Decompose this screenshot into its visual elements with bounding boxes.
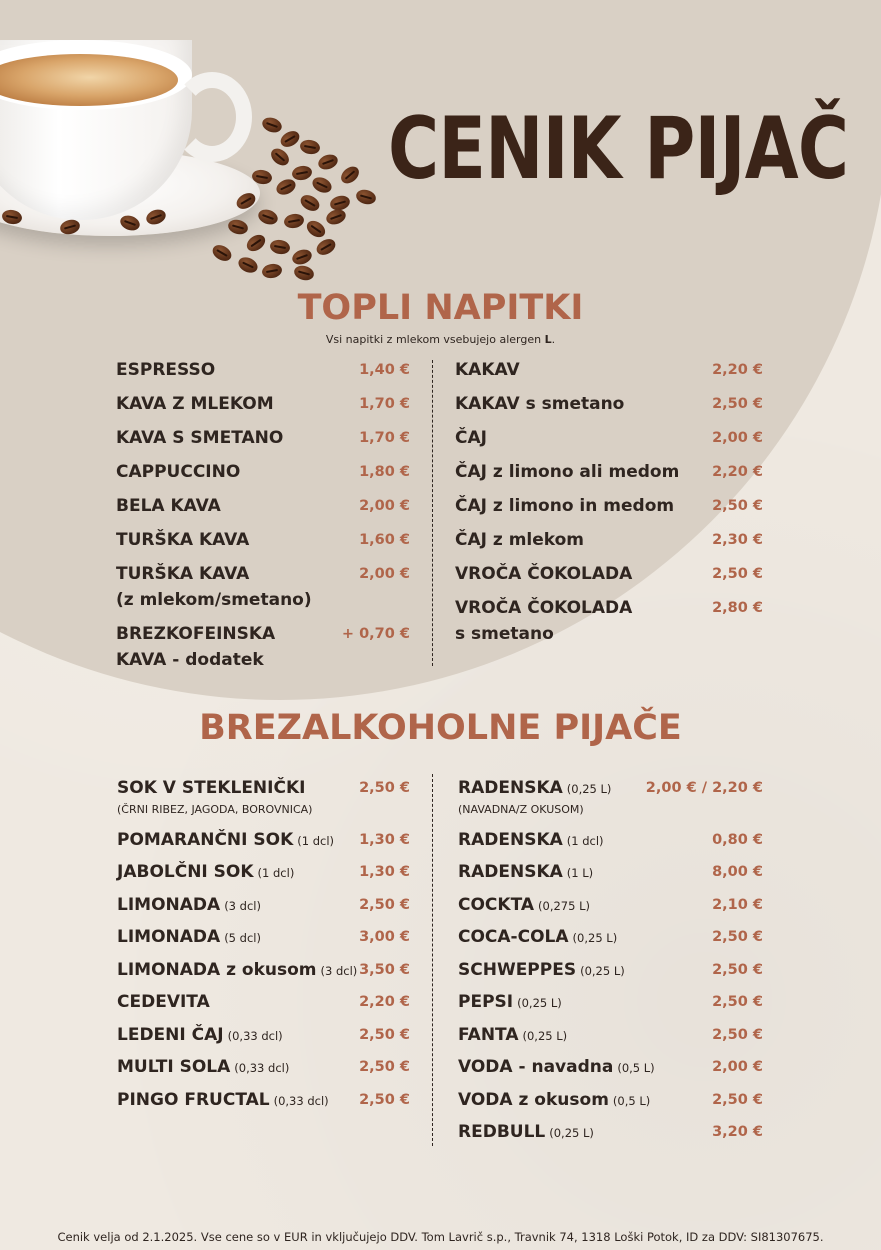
soft-drinks-title: BREZALKOHOLNE PIJAČE (199, 708, 682, 748)
soft-item-size: (0,33 dcl) (273, 1094, 329, 1108)
soft-item-name (117, 957, 357, 984)
cup-handle (172, 72, 252, 162)
hot-item-price: 2,50 € (712, 498, 763, 514)
hot-drinks-title: TOPLI NAPITKI (297, 288, 584, 328)
soft-item-label: RADENSKA (458, 830, 563, 850)
soft-item-name (117, 775, 305, 801)
coffee-bean (291, 164, 313, 181)
soft-item-label: SCHWEPPES (458, 960, 577, 980)
hot-item-price: 2,80 € (712, 600, 763, 616)
soft-item-price: 2,50 € (359, 897, 410, 913)
soft-item-price: 2,10 € (712, 897, 763, 913)
soft-item-size: (0,275 L) (538, 899, 590, 913)
hot-item-name-line2: s smetano (455, 624, 554, 644)
soft-item-name (458, 892, 590, 919)
hot-item-name: KAVA S SMETANO (116, 428, 284, 448)
hot-item-price: 2,50 € (712, 396, 763, 412)
allergen-code: L (544, 333, 552, 346)
soft-item-name (458, 827, 604, 854)
hot-item-price: 2,00 € (359, 498, 410, 514)
soft-item-name (117, 1054, 289, 1081)
soft-item-price: 2,50 € (712, 929, 763, 945)
hot-item-price: 2,30 € (712, 532, 763, 548)
soft-item-label: RADENSKA (458, 862, 563, 882)
hot-item-name: ČAJ z limono in medom (455, 496, 675, 516)
soft-item-price: 8,00 € (712, 864, 763, 880)
hot-item-price: 2,50 € (712, 566, 763, 582)
soft-item-size: (1 dcl) (257, 866, 295, 880)
page-title: CENIK PIJAČ (388, 99, 849, 199)
coffee-bean (338, 163, 362, 187)
hot-item-name: TURŠKA KAVA (116, 564, 250, 584)
soft-item-name (458, 775, 611, 802)
hot-item-name: ESPRESSO (116, 360, 216, 380)
soft-item-price: 2,00 € (712, 1059, 763, 1075)
soft-item-name (458, 859, 593, 886)
soft-item-note: (NAVADNA/Z OKUSOM) (458, 803, 584, 816)
hot-item-name: BREZKOFEINSKA (116, 624, 276, 644)
soft-item-name (458, 924, 617, 951)
soft-item-label: PEPSI (458, 992, 514, 1012)
hot-item-name: BELA KAVA (116, 496, 221, 516)
hot-item-name: KAVA Z MLEKOM (116, 394, 274, 414)
soft-item-size: (0,25 L) (522, 1029, 568, 1043)
hot-item-price: 2,20 € (712, 362, 763, 378)
hot-item-price: 1,40 € (359, 362, 410, 378)
soft-item-size: (0,25 L) (517, 996, 562, 1010)
hot-item-price: 1,70 € (359, 430, 410, 446)
coffee-bean (256, 207, 280, 227)
soft-item-size: (0,25 L) (580, 964, 625, 978)
coffee-bean (269, 238, 291, 255)
hot-column-divider (432, 360, 433, 666)
coffee-bean (274, 176, 298, 197)
soft-item-name (458, 1087, 650, 1114)
soft-item-name (458, 1022, 567, 1049)
soft-item-name (458, 957, 625, 984)
hot-item-price: 1,80 € (359, 464, 410, 480)
hot-item-price: 2,00 € (359, 566, 410, 582)
coffee-bean (316, 152, 340, 172)
soft-item-name (117, 989, 210, 1015)
soft-item-price: 2,50 € (359, 780, 410, 796)
coffee-bean (210, 242, 234, 264)
soft-item-name (117, 827, 334, 854)
coffee-bean (283, 212, 305, 229)
soft-item-price: 2,20 € (359, 994, 410, 1010)
coffee-bean (314, 236, 338, 258)
soft-column-divider (432, 774, 433, 1146)
coffee-bean (299, 138, 321, 155)
soft-item-label: JABOLČNI SOK (117, 862, 254, 882)
soft-item-price: 3,20 € (712, 1124, 763, 1140)
soft-item-size: (0,33 dcl) (227, 1029, 283, 1043)
soft-item-size: (3 dcl) (224, 899, 261, 913)
hot-item-name: ČAJ (455, 428, 487, 448)
hot-item-name: CAPPUCCINO (116, 462, 241, 482)
hot-item-price: 2,00 € (712, 430, 763, 446)
hot-item-name: KAKAV (455, 360, 520, 380)
hot-item-name: TURŠKA KAVA (116, 530, 250, 550)
coffee-bean (290, 247, 314, 267)
soft-item-name (458, 1119, 594, 1146)
coffee-bean (304, 218, 328, 241)
coffee-bean (293, 264, 316, 283)
coffee-bean (260, 115, 284, 135)
hot-item-price: + 0,70 € (341, 626, 410, 642)
hot-item-price: 1,70 € (359, 396, 410, 412)
hot-item-name: VROČA ČOKOLADA (455, 564, 633, 584)
soft-item-price: 0,80 € (712, 832, 763, 848)
hot-item-name: ČAJ z limono ali medom (455, 462, 680, 482)
hot-item-price: 1,60 € (359, 532, 410, 548)
allergen-note (0, 333, 881, 346)
soft-item-price: 2,50 € (359, 1059, 410, 1075)
soft-item-size: (0,5 L) (612, 1094, 651, 1108)
soft-item-label: LIMONADA (117, 927, 221, 947)
soft-item-price: 2,00 € / 2,20 € (645, 780, 763, 796)
soft-item-price: 2,50 € (712, 994, 763, 1010)
soft-item-size: (5 dcl) (224, 931, 261, 945)
coffee-cup-illustration (0, 0, 390, 290)
hot-item-name: VROČA ČOKOLADA (455, 598, 633, 618)
hot-item-name-line2: (z mlekom/smetano) (116, 590, 312, 610)
soft-item-label: CEDEVITA (117, 992, 210, 1012)
soft-item-name (117, 1022, 283, 1049)
soft-item-label: MULTI SOLA (117, 1057, 231, 1077)
soft-item-label: VODA - navadna (458, 1057, 614, 1077)
soft-item-price: 1,30 € (359, 832, 410, 848)
soft-item-price: 2,50 € (359, 1092, 410, 1108)
soft-item-name (458, 989, 562, 1016)
soft-item-note: (ČRNI RIBEZ, JAGODA, BOROVNICA) (117, 803, 313, 816)
soft-item-price: 1,30 € (359, 864, 410, 880)
soft-item-size: (3 dcl) (320, 964, 358, 978)
hot-item-name: ČAJ z mlekom (455, 530, 585, 550)
soft-item-size: (0,25 L) (566, 782, 612, 796)
coffee-bean (298, 192, 322, 214)
soft-item-name (117, 859, 294, 886)
hot-item-price: 2,20 € (712, 464, 763, 480)
coffee-bean (310, 174, 334, 195)
hot-item-name: KAKAV s smetano (455, 394, 625, 414)
soft-item-size: (0,25 L) (572, 931, 618, 945)
coffee-bean (227, 218, 250, 237)
soft-item-label: SOK V STEKLENIČKI (117, 778, 306, 798)
soft-item-name (458, 1054, 655, 1081)
soft-item-size: (1 dcl) (566, 834, 604, 848)
soft-item-label: VODA z okusom (458, 1090, 609, 1110)
soft-item-size: (1 L) (566, 866, 594, 880)
soft-item-size: (0,25 L) (549, 1126, 594, 1140)
coffee-bean (278, 128, 302, 150)
soft-item-label: FANTA (458, 1025, 519, 1045)
soft-item-label: LIMONADA z okusom (117, 960, 317, 980)
hot-item-name-line2: KAVA - dodatek (116, 650, 264, 670)
coffee-bean (236, 254, 260, 275)
soft-item-label: POMARANČNI SOK (117, 830, 294, 850)
soft-item-name (117, 892, 261, 919)
soft-item-name (117, 1087, 329, 1114)
footer-note: Cenik velja od 2.1.2025. Vse cene so v EUR in vključujejo DDV. Tom Lavrič s.p., Travnik 74, 1318 Loški Potok, ID za DDV: SI81307675. (57, 1230, 824, 1244)
coffee-bean (261, 262, 283, 279)
soft-item-price: 3,50 € (359, 962, 410, 978)
soft-item-label: REDBULL (458, 1122, 546, 1142)
soft-item-label: COCKTA (458, 895, 535, 915)
soft-item-label: LEDENI ČAJ (117, 1025, 224, 1045)
soft-item-label: LIMONADA (117, 895, 221, 915)
coffee-bean (324, 207, 348, 227)
soft-item-price: 2,50 € (359, 1027, 410, 1043)
soft-item-size: (0,5 L) (617, 1061, 655, 1075)
soft-item-price: 2,50 € (712, 1027, 763, 1043)
soft-item-name (117, 924, 261, 951)
soft-item-label: RADENSKA (458, 778, 563, 798)
soft-item-label: COCA-COLA (458, 927, 569, 947)
soft-item-label: PINGO FRUCTAL (117, 1090, 270, 1110)
soft-item-price: 2,50 € (712, 962, 763, 978)
allergen-note-text: Vsi napitki z mlekom vsebujejo alergen (325, 333, 545, 346)
coffee-bean (355, 188, 378, 207)
soft-item-price: 3,00 € (359, 929, 410, 945)
soft-item-size: (0,33 dcl) (234, 1061, 290, 1075)
coffee-bean (268, 145, 292, 169)
coffee-bean (244, 232, 268, 255)
soft-item-size: (1 dcl) (297, 834, 335, 848)
soft-item-price: 2,50 € (712, 1092, 763, 1108)
allergen-note-end: . (551, 333, 556, 346)
